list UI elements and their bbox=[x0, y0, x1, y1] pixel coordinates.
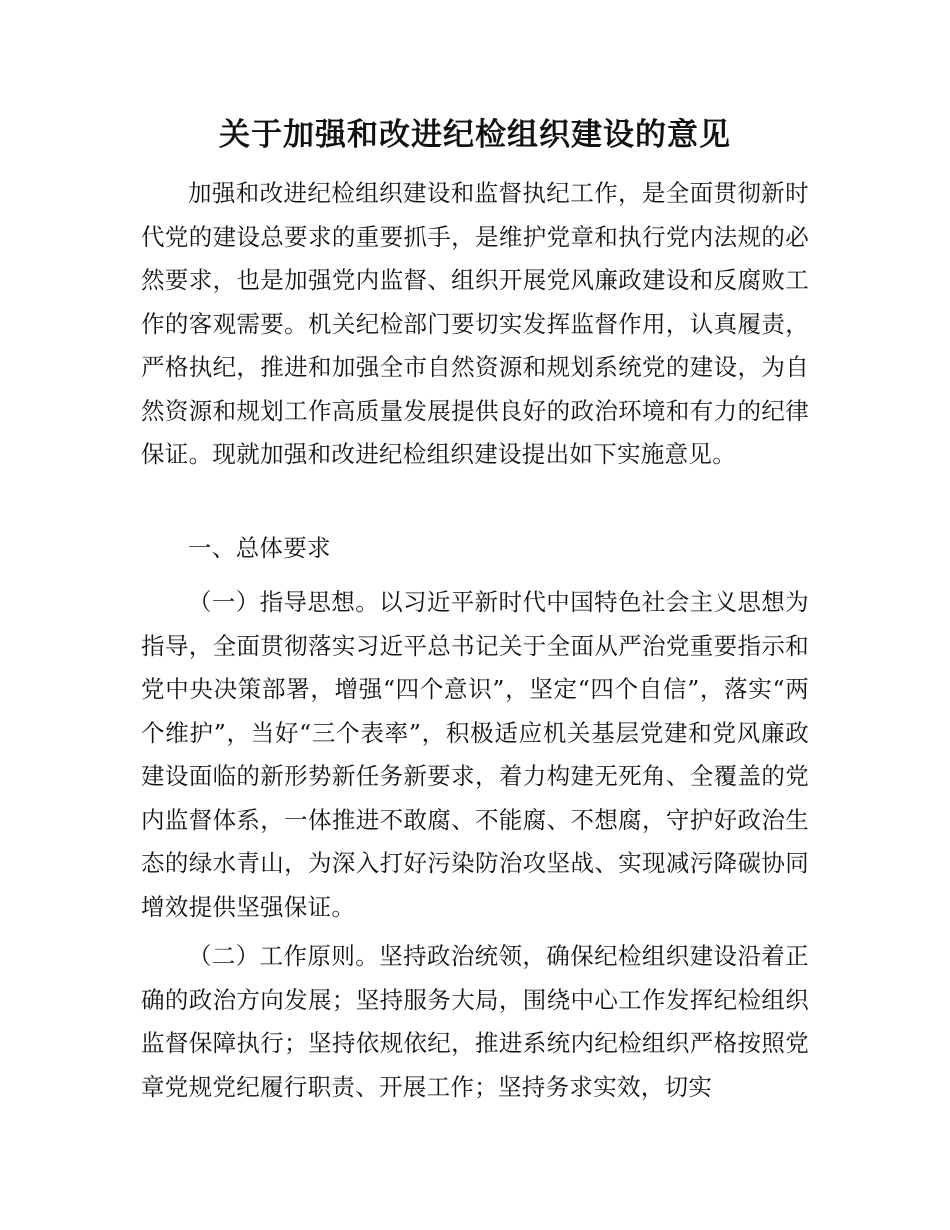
document-title: 关于加强和改进纪检组织建设的意见 bbox=[219, 117, 731, 153]
intro-paragraph: 加强和改进纪检组织建设和监督执纪工作，是全面贯彻新时代党的建设总要求的重要抓手，是维护党章和执行党内法规的必然要求，也是加强党内监督、组织开展党风廉政建设和反腐败工作的客观需要。机关纪检部门要切实发挥监督作用，认真履责，严格执纪，推进和加强全市自然资源和规划系统党的建设，为自然资源和规划工作高质量发展提供良好的政治环境和有力的纪律保证。现就加强和改进纪检组织建设提出如下实施意见。 bbox=[141, 179, 809, 468]
paragraph-guiding-ideology: （一）指导思想。以习近平新时代中国特色社会主义思想为指导，全面贯彻落实习近平总书记关于全面从严治党重要指示和党中央决策部署，增强“四个意识”，坚定“四个自信”，落实“两个维护”，当好“三个表率”，积极适应机关基层党建和党风廉政建设面临的新形势新任务新要求，着力构建无死角、全覆盖的党内监督体系，一体推进不敢腐、不能腐、不想腐，守护好政治生态的绿水青山，为深入打好污染防治攻坚战、实现减污降碳协同增效提供坚强保证。 bbox=[141, 588, 809, 921]
paragraph-work-principles: （二）工作原则。坚持政治统领，确保纪检组织建设沿着正确的政治方向发展；坚持服务大局，围绕中心工作发挥纪检组织监督保障执行；坚持依规依纪，推进系统内纪检组织严格按照党章党规党纪履行职责、开展工作；坚持务求实效，切实 bbox=[141, 942, 809, 1101]
section-heading-general-requirements: 一、总体要求 bbox=[188, 534, 331, 562]
